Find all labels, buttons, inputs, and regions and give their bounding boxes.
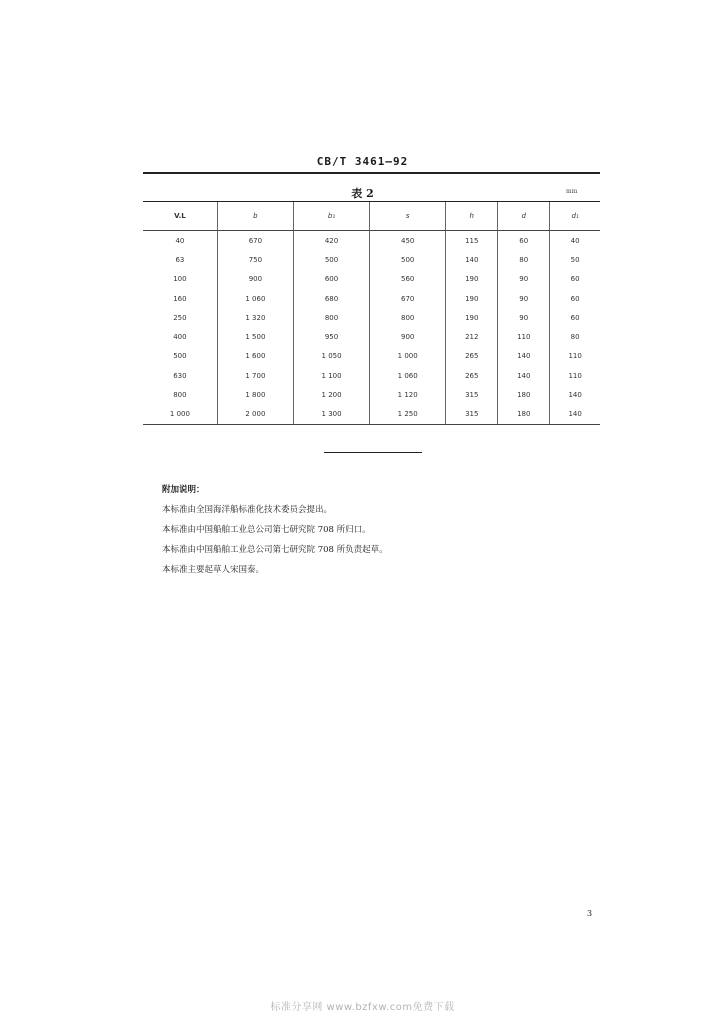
table-cell: 1 060 (370, 366, 446, 385)
notes-line: 本标准由中国船舶工业总公司第七研究院 708 所负责起草。 (162, 545, 388, 555)
table-cell: 1 600 (217, 347, 293, 366)
table-cell: 1 120 (370, 385, 446, 404)
table-cell: 80 (550, 327, 600, 346)
table-cell: 212 (446, 327, 498, 346)
table-cell: 110 (550, 366, 600, 385)
table-cell: 900 (217, 270, 293, 289)
table-caption: 表 2 (351, 187, 374, 200)
column-header: h (446, 202, 498, 231)
table-row (143, 347, 600, 366)
table-cell: 1 700 (217, 366, 293, 385)
table-cell: 190 (446, 270, 498, 289)
table-cell: 400 (173, 333, 187, 342)
table-header-row (143, 202, 600, 231)
table-cell: 90 (498, 270, 550, 289)
table-cell: 180 (498, 405, 550, 425)
table-cell: 1 800 (217, 385, 293, 404)
table-row (143, 270, 600, 289)
column-header: b₁ (293, 202, 369, 231)
table-cell: 160 (173, 294, 187, 303)
table-cell: 140 (498, 366, 550, 385)
column-header: d₁ (550, 202, 600, 231)
table-cell: 90 (498, 308, 550, 327)
table-cell: 40 (550, 231, 600, 251)
table-cell: 60 (550, 289, 600, 308)
notes-line: 本标准由全国海洋船标准化技术委员会提出。 (162, 505, 333, 515)
standard-code-header: CB/T 3461—92 (316, 155, 409, 168)
table-cell: 1 500 (217, 327, 293, 346)
table-row (143, 385, 600, 404)
footer-watermark: 标准分享网 www.bzfxw.com免费下载 (270, 1002, 455, 1013)
table-cell: 500 (173, 352, 187, 361)
table-cell: 900 (370, 327, 446, 346)
column-header: b (217, 202, 293, 231)
table-cell: 115 (446, 231, 498, 251)
column-header: d (498, 202, 550, 231)
table-cell: 60 (498, 231, 550, 251)
table-row (143, 250, 600, 269)
table-cell: 750 (217, 250, 293, 269)
table-cell: 1 050 (293, 347, 369, 366)
table-cell: 250 (173, 313, 187, 322)
table-cell: 1 000 (370, 347, 446, 366)
table-cell: 315 (446, 385, 498, 404)
table-cell: 2 000 (217, 405, 293, 425)
table-cell: 630 (173, 371, 187, 380)
table-cell: 600 (293, 270, 369, 289)
table-cell: 140 (550, 385, 600, 404)
table-cell: 1 100 (293, 366, 369, 385)
table-cell: 63 (175, 255, 185, 264)
table-cell: 680 (293, 289, 369, 308)
table-cell: 800 (173, 391, 187, 400)
table-cell: 800 (370, 308, 446, 327)
table-cell: 40 (175, 236, 185, 245)
column-header: s (370, 202, 446, 231)
table-cell: 450 (370, 231, 446, 251)
table-cell: 100 (173, 275, 187, 284)
table-cell: 800 (293, 308, 369, 327)
table-unit: mm (566, 188, 578, 195)
table-cell: 60 (550, 270, 600, 289)
notes-line: 本标准主要起草人宋国泰。 (162, 565, 265, 575)
table-cell: 500 (370, 250, 446, 269)
table-cell: 950 (293, 327, 369, 346)
table-cell: 180 (498, 385, 550, 404)
end-of-standard-rule (324, 452, 422, 453)
table-cell: 1 300 (293, 405, 369, 425)
notes-line: 本标准由中国船舶工业总公司第七研究院 708 所归口。 (162, 525, 371, 535)
page-number: 3 (587, 909, 593, 918)
table-cell: 140 (498, 347, 550, 366)
dimension-table (143, 202, 600, 425)
table-cell: 265 (446, 347, 498, 366)
table-cell: 1 320 (217, 308, 293, 327)
table-cell: 90 (498, 289, 550, 308)
table-cell: 420 (293, 231, 369, 251)
table-cell: 670 (370, 289, 446, 308)
table-cell: 50 (550, 250, 600, 269)
table-cell: 500 (293, 250, 369, 269)
table-row (143, 327, 600, 346)
table-cell: 1 060 (217, 289, 293, 308)
table-cell: 1 200 (293, 385, 369, 404)
table-cell: 315 (446, 405, 498, 425)
table-row (143, 405, 600, 425)
notes-title: 附加说明： (162, 485, 205, 495)
table-row (143, 289, 600, 308)
table-cell: 140 (550, 405, 600, 425)
table-cell: 560 (370, 270, 446, 289)
table-cell: 1 250 (370, 405, 446, 425)
table-cell: 80 (498, 250, 550, 269)
table-cell: 265 (446, 366, 498, 385)
table-cell: 190 (446, 289, 498, 308)
table-cell: 110 (498, 327, 550, 346)
table-cell: 190 (446, 308, 498, 327)
header-rule-top (143, 172, 600, 174)
table-row (143, 308, 600, 327)
table-cell: 110 (550, 347, 600, 366)
column-header: V.L (143, 202, 217, 231)
table-cell: 60 (550, 308, 600, 327)
table-cell: 1 000 (143, 405, 217, 425)
table-cell: 140 (446, 250, 498, 269)
additional-notes (162, 480, 592, 580)
table-cell: 670 (217, 231, 293, 251)
table-row (143, 231, 600, 251)
table-row (143, 366, 600, 385)
